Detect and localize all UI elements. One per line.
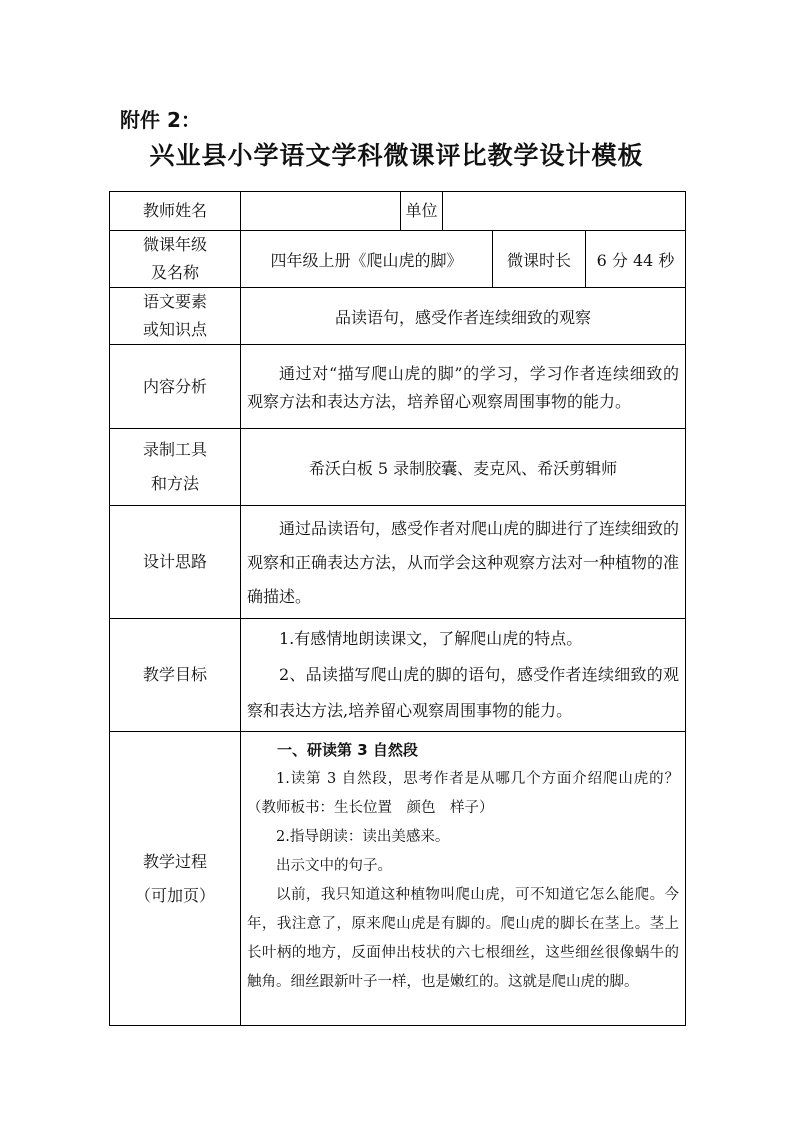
content-text: 通过对“描写爬山虎的脚”的学习，学习作者连续细致的观察方法和表达方法，培养留心观察周围事物的能力。 — [247, 363, 680, 411]
knowledge-label — [110, 288, 241, 345]
row-goals — [110, 619, 686, 732]
row-teacher — [110, 192, 686, 231]
goal-item-1: 1.有感情地朗读课文，了解爬山虎的特点。 — [279, 629, 583, 648]
content-label: 内容分析 — [110, 345, 241, 429]
document-title: 兴业县小学语文学科微课评比教学设计模板 — [149, 141, 644, 170]
row-design — [110, 506, 686, 619]
design-label: 设计思路 — [110, 506, 241, 619]
tools-value: 希沃白板 5 录制胶囊、麦克风、希沃剪辑师 — [241, 429, 686, 506]
process-quote: 以前，我只知道这种植物叫爬山虎，可不知道它怎么能爬。今年，我注意了，原来爬山虎是有脚的。爬山虎的脚长在茎上。茎上长叶柄的地方，反面伸出枝状的六七根细丝，这些细丝很像蜗牛的触角。细丝跟新叶子一样，也是嫩红的。这就是爬山虎的脚。 — [247, 887, 680, 990]
process-content — [241, 732, 685, 1001]
row-process — [110, 732, 686, 1026]
row-content — [110, 345, 686, 429]
tools-label-line2: 和方法 — [150, 474, 199, 493]
attachment-label: 附件 2： — [120, 108, 201, 132]
lesson-design-form — [109, 191, 686, 1026]
duration-value: 6 分 44 秒 — [586, 231, 686, 288]
content-cell — [241, 345, 686, 429]
process-step-1: 1.读第 3 自然段，思考作者是从哪几个方面介绍爬山虎的？（教师板书：生长位置 颜色 样子） — [247, 771, 680, 816]
lesson-value: 四年级上册《爬山虎的脚》 — [241, 231, 493, 288]
design-text: 通过品读语句，感受作者对爬山虎的脚进行了连续细致的观察和正确表达方法，从而学会这种观察方法对一种植物的准确描述。 — [247, 519, 680, 606]
design-cell — [241, 506, 686, 619]
teacher-name-field[interactable] — [241, 192, 401, 231]
row-tools — [110, 429, 686, 506]
knowledge-label-line2: 或知识点 — [142, 320, 207, 339]
knowledge-label-line1: 语文要素 — [142, 292, 207, 311]
lesson-label-line2: 及名称 — [150, 263, 199, 282]
duration-label: 微课时长 — [493, 231, 586, 288]
knowledge-value: 品读语句，感受作者连续细致的观察 — [241, 288, 686, 345]
process-label — [110, 732, 241, 1026]
teacher-name-label: 教师姓名 — [110, 192, 241, 231]
process-cell — [241, 732, 686, 1026]
process-step-2: 2.指导朗读：读出美感来。 — [276, 829, 450, 845]
goals-cell — [241, 619, 686, 732]
process-heading: 一、研读第 3 自然段 — [277, 741, 418, 759]
tools-label-line1: 录制工具 — [142, 440, 207, 459]
goals-label: 教学目标 — [110, 619, 241, 732]
process-step-3: 出示文中的句子。 — [276, 858, 392, 874]
unit-field[interactable] — [443, 192, 686, 231]
goals-list — [241, 619, 685, 731]
process-label-line1: 教学过程 — [142, 851, 207, 871]
row-lesson — [110, 231, 686, 288]
process-label-line2: （可加页） — [134, 885, 215, 905]
lesson-label — [110, 231, 241, 288]
tools-label — [110, 429, 241, 506]
row-knowledge — [110, 288, 686, 345]
unit-label: 单位 — [401, 192, 443, 231]
lesson-label-line1: 微课年级 — [142, 235, 207, 254]
goal-item-2: 2、品读描写爬山虎的脚的语句，感受作者连续细致的观察和表达方法,培养留心观察周围事物的能力。 — [247, 665, 680, 720]
